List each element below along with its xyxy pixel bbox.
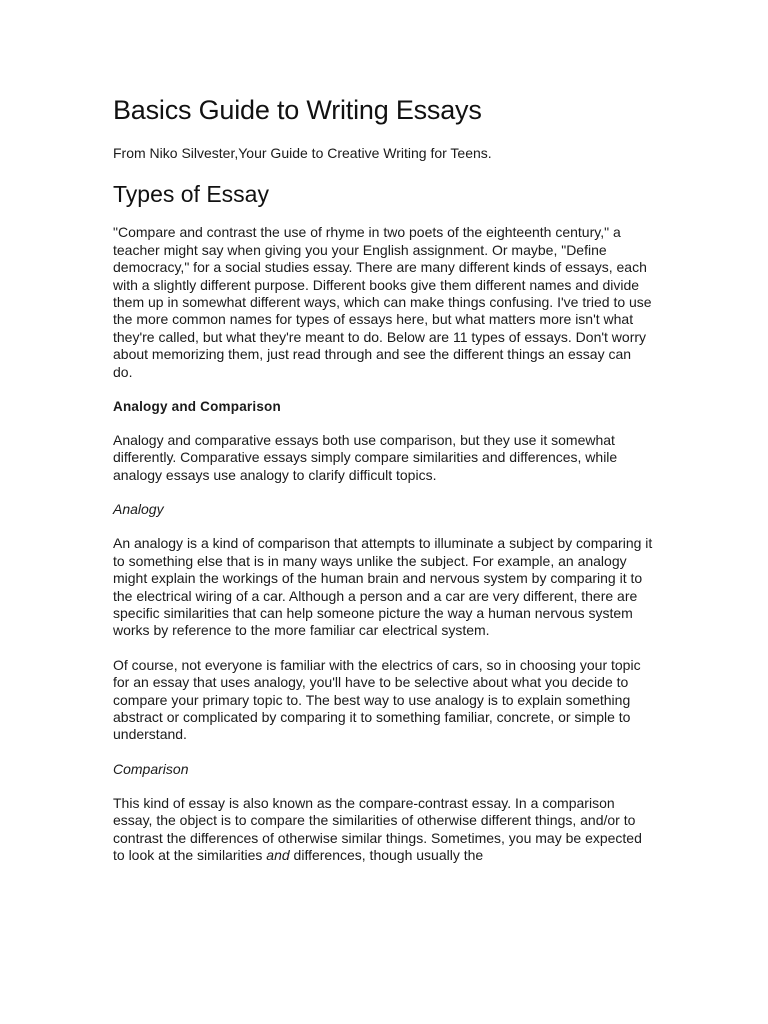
- analogy-paragraph-2: Of course, not everyone is familiar with the electrics of cars, so in choosing your topic for an essay that uses analogy, you'll have to be selective about what you decide to compare your primary topic to. The best way to use analogy is to explain something abstract or complicated by comparing it to something familiar, concrete, or simple to understand.: [113, 656, 641, 743]
- comparison-paragraph: [113, 795, 653, 865]
- analogy-paragraph-1: An analogy is a kind of comparison that attempts to illuminate a subject by comparing it to something else that is in many ways unlike the subject. For example, an analogy might explain the workings of the human brain and nervous system by comparing it to the electrical wiring of a car. Although a person and a car are very different, there are specific similarities that can help someone picture the way a human nervous system works by reference to the more familiar car electrical system.: [113, 535, 653, 639]
- intro-paragraph: "Compare and contrast the use of rhyme in two poets of the eighteenth century," a teacher might say when giving you your English assignment. Or maybe, "Define democracy," for a social studies essay. There are many different kinds of essays, each with a slightly different purpose. Different books give them different names and divide them up in somewhat different ways, which can make things confusing. I've tried to use the more common names for types of essays here, but what matters more isn't what they're called, but what they're meant to do. Below are 11 types of essays. Don't worry about memorizing them, just read through and see the different things an essay can do.: [113, 224, 652, 380]
- subsection-paragraph: Analogy and comparative essays both use comparison, but they use it somewhat differently. Comparative essays simply compare similarities and differences, while analogy essays use analogy to clarify difficult topics.: [113, 432, 618, 483]
- analogy-heading: Analogy: [113, 501, 164, 518]
- comparison-text-before: This kind of essay is also known as the compare-contrast essay. In a comparison essay, the object is to compare the similarities of otherwise different things, and/or to contrast the differences of otherwise similar things. Sometimes, you may be expected to look at the similarities: [113, 794, 642, 863]
- section-heading: Types of Essay: [113, 181, 269, 208]
- comparison-text-after: differences, though usually the: [289, 846, 484, 863]
- document-title: Basics Guide to Writing Essays: [113, 95, 482, 125]
- byline: From Niko Silvester,Your Guide to Creative Writing for Teens.: [113, 145, 492, 161]
- comparison-emphasis: and: [266, 846, 290, 863]
- subsection-heading: Analogy and Comparison: [113, 399, 281, 415]
- comparison-heading: Comparison: [113, 760, 189, 777]
- document-page: [113, 92, 653, 881]
